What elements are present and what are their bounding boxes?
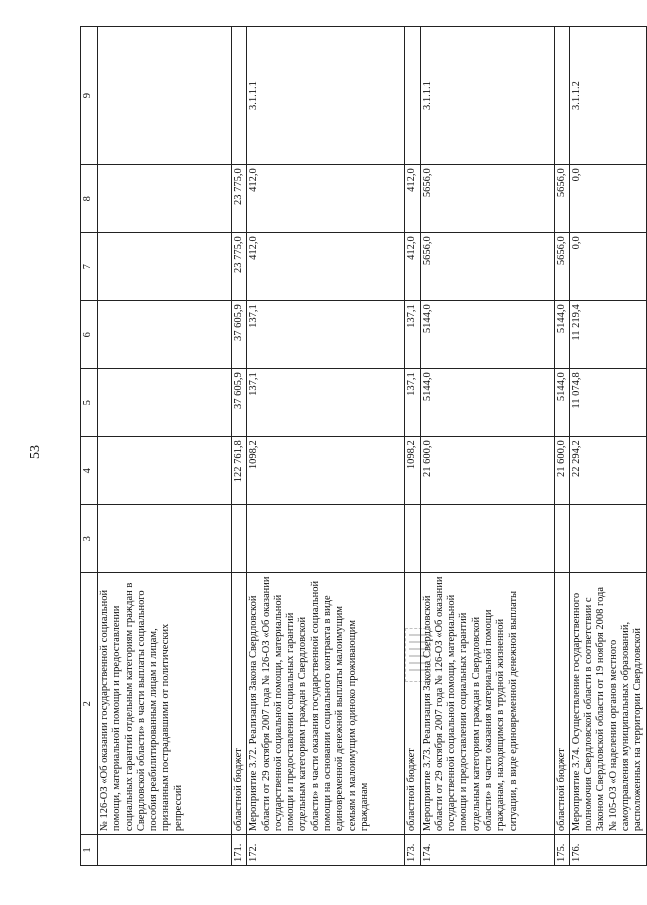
cell-col8 <box>98 165 232 233</box>
table-row <box>232 27 247 866</box>
row-number: 171. <box>232 835 247 866</box>
cell-col5: 5144,0 <box>420 369 554 437</box>
column-header: 8 <box>81 165 98 233</box>
cell-col5: 137,1 <box>247 369 405 437</box>
cell-col8: 5656,0 <box>420 165 554 233</box>
cell-col6: 37 605,9 <box>232 301 247 369</box>
cell-col4: 122 761,8 <box>232 437 247 505</box>
cell-col4: 1098,2 <box>247 437 405 505</box>
cell-col6: 11 219,4 <box>569 301 646 369</box>
cell-col3 <box>98 505 232 573</box>
row-description: Мероприятие 3.72. Реализация Закона Свердловской области от 29 октября 2007 года № 126-ОЗ «Об оказании государственной социальной помощи, материальной помощи и предоставлении социальных гарантий отдельным категориям граждан в Свердловской области» в части оказания государственной социальной помощи на основании социального контракта в виде единовременной денежной выплаты малоимущим семьям и малоимущим одиноко проживающим гражданам <box>247 573 405 835</box>
budget-table <box>80 26 647 866</box>
cell-col6 <box>98 301 232 369</box>
table-header-row <box>81 27 98 866</box>
cell-col4: 21 600,0 <box>420 437 554 505</box>
cell-col9: 3.1.1.2 <box>569 27 646 165</box>
cell-col5 <box>98 369 232 437</box>
cell-col5: 137,1 <box>405 369 420 437</box>
row-description: Мероприятие 3.73. Реализация Закона Свердловской области от 29 октября 2007 года № 126-ОЗ «Об оказании государственной социальной помощи, материальной помощи и предоставлении социальных гарантий отдельным категориям граждан в Свердловской области» в части оказания материальной помощи гражданам, находящимся в трудной жизненной ситуации, в виде единовременной денежной выплаты <box>420 573 554 835</box>
cell-col7: 5656,0 <box>554 233 569 301</box>
column-header: 4 <box>81 437 98 505</box>
row-description: № 126-ОЗ «Об оказании государственной социальной помощи, материальной помощи и предоставлении социальных гарантий отдельным категориям граждан в Свердловской области» в части выплаты социального пособия реабилитированным лицам и лицам, признанным пострадавшими от политических репрессий <box>98 573 232 835</box>
cell-col3 <box>247 505 405 573</box>
cell-col8: 0,0 <box>569 165 646 233</box>
column-header: 6 <box>81 301 98 369</box>
cell-col5: 11 074,8 <box>569 369 646 437</box>
cell-col7: 5656,0 <box>420 233 554 301</box>
cell-col6: 137,1 <box>247 301 405 369</box>
column-header: 1 <box>81 835 98 866</box>
cell-col6: 5144,0 <box>420 301 554 369</box>
row-number: 175. <box>554 835 569 866</box>
cell-col9 <box>405 27 420 165</box>
cell-col7 <box>98 233 232 301</box>
cell-col3 <box>405 505 420 573</box>
row-number <box>98 835 232 866</box>
row-description: Мероприятие 3.74. Осуществление государственного полномочия Свердловской области в соответствии с Законом Свердловской области от 19 ноября 2008 года № 105-ОЗ «О наделении органов местного самоуправления муниципальных образований, расположенных на территории Свердловской <box>569 573 646 835</box>
row-description: областной бюджет <box>232 573 247 835</box>
cell-col3 <box>232 505 247 573</box>
cell-col7: 412,0 <box>405 233 420 301</box>
cell-col8: 5656,0 <box>554 165 569 233</box>
table-row <box>98 27 232 866</box>
cell-col4: 1098,2 <box>405 437 420 505</box>
cell-col7: 412,0 <box>247 233 405 301</box>
cell-col3 <box>554 505 569 573</box>
cell-col9 <box>554 27 569 165</box>
cell-col8: 412,0 <box>247 165 405 233</box>
cell-col6: 5144,0 <box>554 301 569 369</box>
table-row <box>569 27 646 866</box>
row-number: 176. <box>569 835 646 866</box>
column-header: 2 <box>81 573 98 835</box>
cell-col7: 0,0 <box>569 233 646 301</box>
cell-col8: 412,0 <box>405 165 420 233</box>
cell-col9: 3.1.1.1 <box>420 27 554 165</box>
column-header: 5 <box>81 369 98 437</box>
table-row <box>405 27 420 866</box>
cell-col5: 37 605,9 <box>232 369 247 437</box>
row-number: 174. <box>420 835 554 866</box>
cell-col4: 22 294,2 <box>569 437 646 505</box>
column-header: 3 <box>81 505 98 573</box>
cell-col9 <box>98 27 232 165</box>
row-number: 172. <box>247 835 405 866</box>
cell-col7: 23 775,0 <box>232 233 247 301</box>
cell-col6: 137,1 <box>405 301 420 369</box>
cell-col9: 3.1.1.1 <box>247 27 405 165</box>
table-row <box>247 27 405 866</box>
row-description: областной бюджет <box>405 573 420 835</box>
column-header: 7 <box>81 233 98 301</box>
cell-col4 <box>98 437 232 505</box>
cell-col8: 23 775,0 <box>232 165 247 233</box>
rotated-page-content <box>80 26 644 866</box>
table-row <box>420 27 554 866</box>
column-header: 9 <box>81 27 98 165</box>
cell-col3 <box>569 505 646 573</box>
cell-col4: 21 600,0 <box>554 437 569 505</box>
cell-col9 <box>232 27 247 165</box>
cell-col3 <box>420 505 554 573</box>
table-row <box>554 27 569 866</box>
page-number: 53 <box>28 445 43 459</box>
row-description: областной бюджет <box>554 573 569 835</box>
cell-col5: 5144,0 <box>554 369 569 437</box>
row-number: 173. <box>405 835 420 866</box>
